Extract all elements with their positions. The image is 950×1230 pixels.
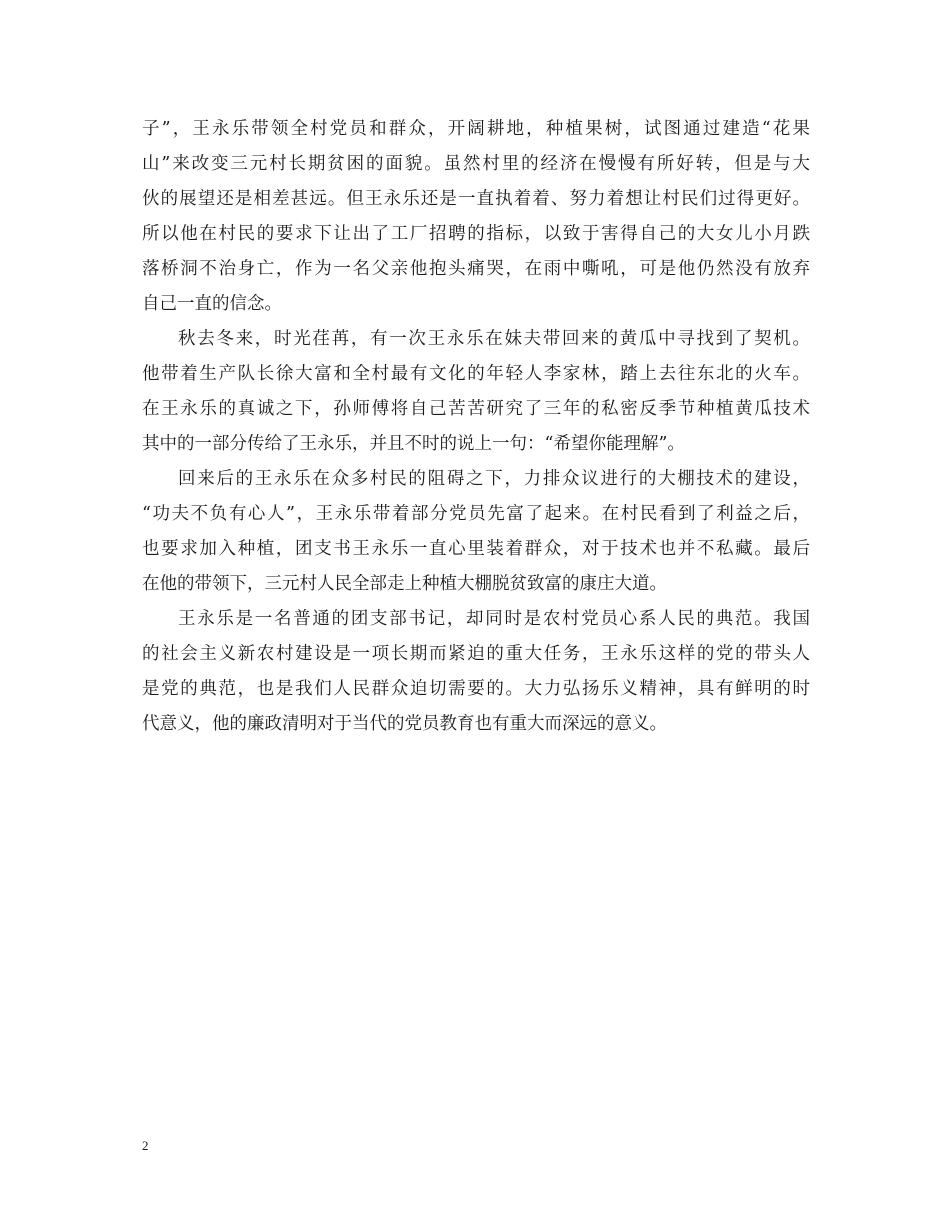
paragraph-3 — [142, 462, 810, 602]
paragraph-2 — [142, 322, 810, 462]
paragraph-line: 山”来改变三元村长期贫困的面貌。虽然村里的经济在慢慢有所好转，但是与大 — [142, 154, 810, 174]
paragraph-line: 自己一直的信念。 — [142, 294, 282, 314]
page-number: 2 — [142, 1138, 149, 1153]
paragraph-line: 的社会主义新农村建设是一项长期而紧迫的重大任务，王永乐这样的党的带头人 — [142, 644, 810, 664]
paragraph-line: 代意义，他的廉政清明对于当代的党员教育也有重大而深远的意义。 — [142, 714, 667, 734]
paragraph-line: 他带着生产队长徐大富和全村最有文化的年轻人李家林，踏上去往东北的火车。 — [142, 364, 810, 384]
paragraph-line: 是党的典范，也是我们人民群众迫切需要的。大力弘扬乐义精神，具有鲜明的时 — [142, 679, 810, 699]
paragraph-line: 回来后的王永乐在众多村民的阻碍之下，力排众议进行的大棚技术的建设， — [178, 469, 810, 489]
paragraph-line: 在王永乐的真诚之下，孙师傅将自己苦苦研究了三年的私密反季节种植黄瓜技术 — [142, 399, 810, 419]
paragraph-line: 所以他在村民的要求下让出了工厂招聘的指标，以致于害得自己的大女儿小月跌 — [142, 224, 810, 244]
paragraph-line: 在他的带领下，三元村人民全部走上种植大棚脱贫致富的康庄大道。 — [142, 574, 667, 594]
paragraph-line: “功夫不负有心人”，王永乐带着部分党员先富了起来。在村民看到了利益之后， — [142, 504, 810, 524]
paragraph-line: 其中的一部分传给了王永乐，并且不时的说上一句：“希望你能理解”。 — [142, 434, 685, 454]
paragraph-line: 子”，王永乐带领全村党员和群众，开阔耕地，种植果树，试图通过建造“花果 — [142, 119, 810, 139]
paragraph-line: 伙的展望还是相差甚远。但王永乐还是一直执着着、努力着想让村民们过得更好。 — [142, 189, 810, 209]
paragraph-line: 王永乐是一名普通的团支部书记，却同时是农村党员心系人民的典范。我国 — [178, 609, 810, 629]
document-body — [142, 112, 810, 742]
paragraph-4 — [142, 602, 810, 742]
paragraph-line: 落桥洞不治身亡，作为一名父亲他抱头痛哭，在雨中嘶吼，可是他仍然没有放弃 — [142, 259, 810, 279]
paragraph-line: 秋去冬来，时光荏苒，有一次王永乐在妹夫带回来的黄瓜中寻找到了契机。 — [178, 329, 810, 349]
paragraph-1 — [142, 112, 810, 322]
paragraph-line: 也要求加入种植，团支书王永乐一直心里装着群众，对于技术也并不私藏。最后 — [142, 539, 810, 559]
